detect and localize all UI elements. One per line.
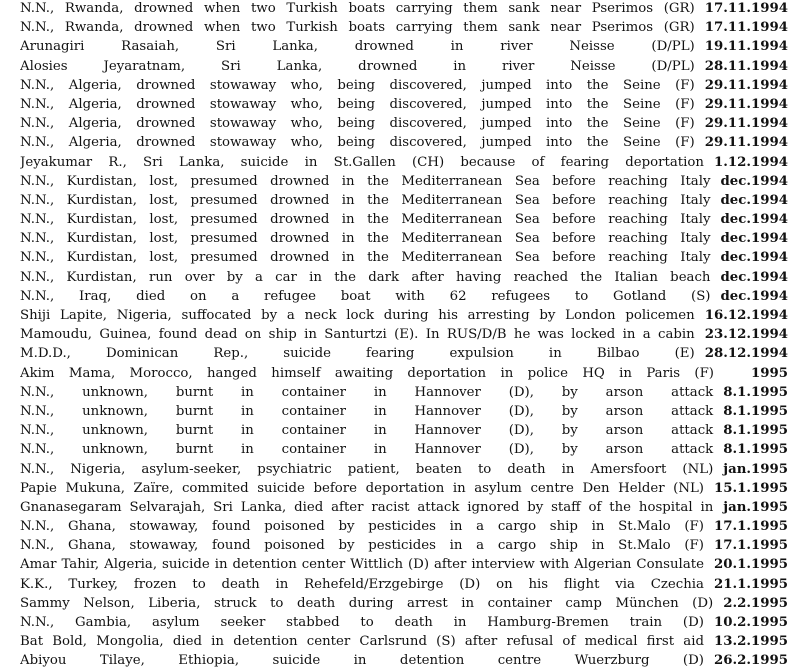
- list-item: [20, 383, 788, 402]
- entry-date: 23.12.1994: [704, 327, 788, 343]
- entry-date: dec.1994: [720, 231, 788, 247]
- list-item: [20, 555, 788, 574]
- entry-date: 2.2.1995: [723, 595, 788, 611]
- list-item: [20, 402, 788, 421]
- list-item: [20, 248, 788, 267]
- list-item: [20, 133, 788, 152]
- entry-date: 28.11.1994: [704, 58, 788, 74]
- entry-text: N.N., Algeria, drowned stowaway who, being discovered, jumped into the Seine (F): [20, 96, 695, 112]
- entry-text: Jeyakumar R., Sri Lanka, suicide in St.Gallen (CH) because of fearing deportation: [20, 154, 704, 170]
- entry-date: 8.1.1995: [723, 423, 788, 439]
- entry-text: N.N., Algeria, drowned stowaway who, being discovered, jumped into the Seine (F): [20, 135, 695, 151]
- entry-text: N.N., unknown, burnt in container in Hannover (D), by arson attack: [20, 423, 714, 439]
- entry-date: 29.11.1994: [704, 135, 788, 151]
- list-item: [20, 37, 788, 56]
- list-item: [20, 632, 788, 651]
- entry-text: N.N., Ghana, stowaway, found poisoned by pesticides in a cargo ship in St.Malo (F): [20, 519, 704, 535]
- entry-text: Shiji Lapite, Nigeria, suffocated by a neck lock during his arresting by London policemen: [20, 308, 695, 323]
- list-item: [20, 440, 788, 459]
- list-item: [20, 18, 788, 37]
- list-item: [20, 613, 788, 632]
- entry-text: N.N., Nigeria, asylum-seeker, psychiatric patient, beaten to death in Amersfoort (NL): [20, 461, 714, 477]
- entry-text: N.N., Algeria, drowned stowaway who, being discovered, jumped into the Seine (F): [20, 77, 695, 93]
- list-item: [20, 575, 788, 594]
- entry-date: 29.11.1994: [704, 77, 788, 93]
- entry-date: 17.11.1994: [704, 20, 788, 36]
- entry-text: Bat Bold, Mongolia, died in detention center Carlsrund (S) after refusal of medical first aid: [20, 634, 704, 650]
- entry-text: Amar Tahir, Algeria, suicide in detention center Wittlich (D) after interview with Algerian Consulate: [20, 557, 704, 573]
- entry-text: Mamoudu, Guinea, found dead on ship in Santurtzi (E). In RUS/D/B he was locked in a cabin: [20, 327, 695, 343]
- entry-date: 1.12.1994: [713, 154, 788, 170]
- list-item: [20, 114, 788, 133]
- entry-date: 1995: [750, 365, 788, 381]
- entry-date: 8.1.1995: [723, 403, 788, 419]
- list-item: [20, 517, 788, 536]
- entry-date: 16.12.1994: [704, 308, 788, 323]
- entry-text: N.N., Kurdistan, lost, presumed drowned in the Mediterranean Sea before reaching Italy: [20, 212, 711, 228]
- entry-text: K.K., Turkey, frozen to death in Rehefeld/Erzgebirge (D) on his flight via Czechia: [20, 576, 704, 592]
- entry-text: N.N., unknown, burnt in container in Hannover (D), by arson attack: [20, 442, 714, 458]
- entry-text: Akim Mama, Morocco, hanged himself awaiting deportation in police HQ in Paris (F): [20, 365, 714, 381]
- list-item: [20, 95, 788, 114]
- entry-date: dec.1994: [720, 250, 788, 266]
- entry-text: Papie Mukuna, Zaïre, commited suicide before deportation in asylum centre Den Helder (NL): [20, 480, 704, 496]
- entry-date: 17.1.1995: [713, 519, 788, 535]
- list-item: [20, 57, 788, 76]
- entry-text: Alosies Jeyaratnam, Sri Lanka, drowned in river Neisse (D/PL): [20, 58, 695, 74]
- entry-date: 28.12.1994: [704, 346, 788, 362]
- entry-date: dec.1994: [720, 269, 788, 285]
- entry-date: 26.2.1995: [713, 653, 788, 669]
- entry-date: jan.1995: [723, 461, 788, 477]
- entry-text: N.N., Ghana, stowaway, found poisoned by pesticides in a cargo ship in St.Malo (F): [20, 538, 704, 554]
- list-item: [20, 210, 788, 229]
- entry-text: N.N., unknown, burnt in container in Hannover (D), by arson attack: [20, 403, 714, 419]
- list-item: [20, 536, 788, 555]
- entry-text: N.N., Kurdistan, lost, presumed drowned in the Mediterranean Sea before reaching Italy: [20, 173, 711, 189]
- entry-text: N.N., Iraq, died on a refugee boat with 62 refugees to Gotland (S): [20, 288, 711, 304]
- list-item: [20, 594, 788, 613]
- list-item: [20, 229, 788, 248]
- entry-date: dec.1994: [720, 173, 788, 189]
- list-item: [20, 0, 788, 18]
- entry-text: N.N., unknown, burnt in container in Hannover (D), by arson attack: [20, 384, 714, 400]
- list-item: [20, 364, 788, 383]
- list-item: [20, 153, 788, 172]
- entry-text: N.N., Rwanda, drowned when two Turkish boats carrying them sank near Pserimos (GR): [20, 1, 695, 16]
- list-item: [20, 421, 788, 440]
- entry-date: jan.1995: [723, 499, 788, 515]
- entry-date: 17.1.1995: [713, 538, 788, 554]
- entry-date: 8.1.1995: [723, 442, 788, 458]
- entry-date: 20.1.1995: [713, 557, 788, 573]
- entry-date: 8.1.1995: [723, 384, 788, 400]
- entry-date: dec.1994: [720, 212, 788, 228]
- list-item: [20, 344, 788, 363]
- entry-date: 21.1.1995: [713, 576, 788, 592]
- entry-text: N.N., Gambia, asylum seeker stabbed to death in Hamburg-Bremen train (D): [20, 615, 704, 630]
- entry-date: 29.11.1994: [704, 116, 788, 132]
- entry-text: N.N., Rwanda, drowned when two Turkish boats carrying them sank near Pserimos (GR): [20, 20, 695, 36]
- list-item: [20, 306, 788, 325]
- list-item: [20, 172, 788, 191]
- entry-text: N.N., Algeria, drowned stowaway who, being discovered, jumped into the Seine (F): [20, 116, 695, 132]
- entry-text: N.N., Kurdistan, lost, presumed drowned in the Mediterranean Sea before reaching Italy: [20, 231, 711, 247]
- entry-date: 10.2.1995: [713, 615, 788, 630]
- list-item: [20, 191, 788, 210]
- entry-text: Sammy Nelson, Liberia, struck to death during arrest in container camp München (D): [20, 595, 714, 611]
- entry-date: 15.1.1995: [713, 480, 788, 496]
- entry-text: N.N., Kurdistan, lost, presumed drowned in the Mediterranean Sea before reaching Italy: [20, 192, 711, 208]
- entry-date: dec.1994: [720, 192, 788, 208]
- entry-date: 13.2.1995: [713, 634, 788, 650]
- list-item: [20, 498, 788, 517]
- entry-text: Arunagiri Rasaiah, Sri Lanka, drowned in river Neisse (D/PL): [20, 39, 695, 55]
- entry-text: N.N., Kurdistan, run over by a car in the dark after having reached the Italian beach: [20, 269, 711, 285]
- entry-date: dec.1994: [720, 288, 788, 304]
- entry-text: N.N., Kurdistan, lost, presumed drowned in the Mediterranean Sea before reaching Italy: [20, 250, 711, 266]
- list-item: [20, 268, 788, 287]
- entry-date: 29.11.1994: [704, 96, 788, 112]
- entry-text: Gnanasegaram Selvarajah, Sri Lanka, died after racist attack ignored by staff of the hospital in: [20, 499, 714, 515]
- entry-date: 17.11.1994: [704, 1, 788, 16]
- entry-text: Abiyou Tilaye, Ethiopia, suicide in detention centre Wuerzburg (D): [20, 653, 704, 669]
- list-item: [20, 325, 788, 344]
- list-item: [20, 287, 788, 306]
- list-item: [20, 651, 788, 670]
- list-item: [20, 76, 788, 95]
- list-item: [20, 479, 788, 498]
- entry-date: 19.11.1994: [704, 39, 788, 55]
- list-item: [20, 460, 788, 479]
- entry-text: M.D.D., Dominican Rep., suicide fearing expulsion in Bilbao (E): [20, 346, 695, 362]
